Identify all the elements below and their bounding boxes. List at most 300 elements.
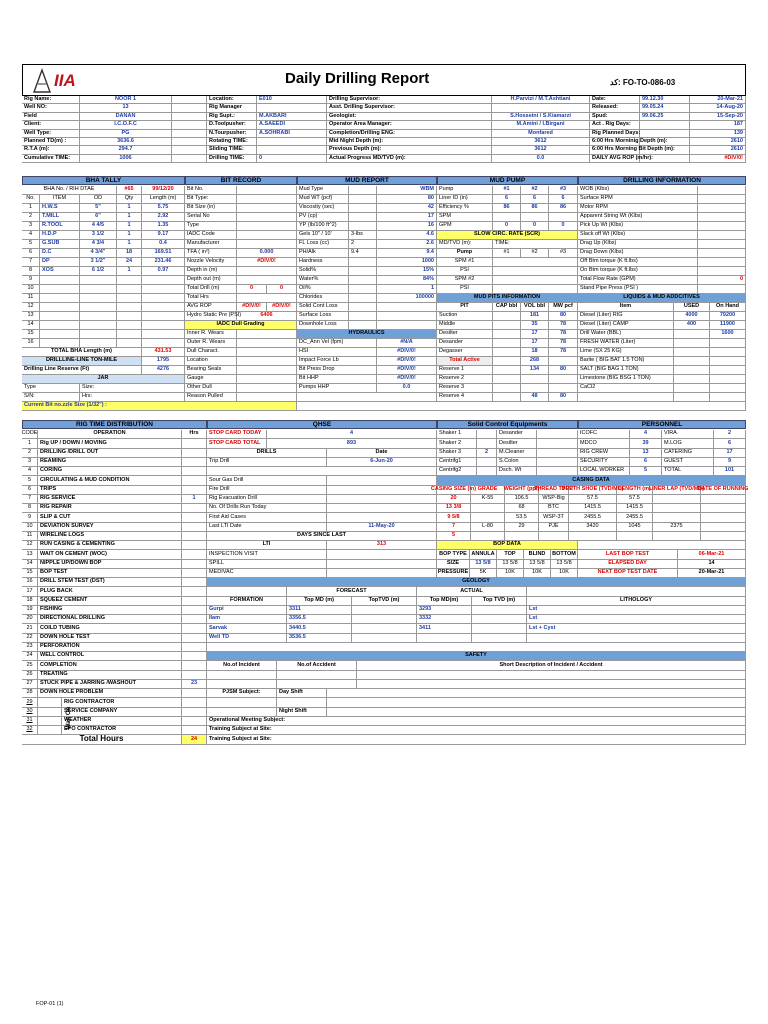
cell: PERFORATION [38,643,182,652]
cell [142,285,185,294]
cell [80,330,117,339]
cell: Training Subject at Site: [207,735,746,744]
bottom-row [22,689,746,698]
cell: 10K [497,569,524,578]
cell: 29 [22,698,38,707]
cell: ICOFC [578,430,630,439]
cell: LITHOLOGY [527,597,746,606]
cell [117,339,142,348]
bha-head: BHA No. / RIH DTAE [22,186,117,195]
cell [377,312,437,321]
cell: Downhole Loss [297,321,349,330]
cell: Gels 10" / 10' [297,231,349,240]
cell: 6 [22,486,38,495]
cell: 13 [630,449,662,458]
cell: #3 [549,249,578,258]
main-row [22,195,746,204]
cell: #DIV/0! [377,357,437,366]
cell: 2.92 [142,213,185,222]
cell [377,303,437,312]
main-row [22,357,746,366]
cell: 1 [117,222,142,231]
cell: EPO CONTRACTOR [62,726,182,735]
cell: MEDIVAC [207,569,327,578]
cell [117,294,142,303]
cell [80,321,117,330]
cell: 11-May-20 [327,523,437,532]
cell: TIME: [493,240,578,249]
cell: MD/TVD (m): [437,240,493,249]
cell: GUEST [662,458,714,467]
cell: 400 [674,321,710,330]
cell [182,661,207,670]
bha-item [40,330,80,339]
info-row [22,121,746,129]
cell [327,504,437,513]
cell: BOTTOM [551,550,578,559]
cell: 86 [493,204,521,213]
footer-code: FOP-01 (1) [36,1001,64,1007]
cell: 9.17 [142,231,185,240]
cell: SIZE [437,560,470,569]
cell: ELAPSED DAY [578,560,678,569]
cell: TFA ( in²) [185,249,237,258]
cell: 4276 [142,366,185,375]
info-label: Rotating TIME: [207,138,257,146]
cell: INSPECTION VISIT [207,550,327,559]
cell [182,643,207,652]
cell: K-55 [471,495,505,504]
cell: 14 [22,560,38,569]
bha-item: D.C [40,249,80,258]
cell [237,384,297,393]
info-value [640,155,690,163]
cell [80,294,117,303]
cell: 10 [22,285,40,294]
cell [117,276,142,285]
cell: DRILL STEM TEST (DST) [38,578,182,587]
cell: DOWN HOLE TEST [38,634,182,643]
cell [237,195,297,204]
cell: Off Btm torque (K ft.lbs) [578,258,698,267]
cell [569,532,617,541]
cell [472,606,527,615]
cell: #3 [549,186,578,195]
cell: 16 [377,222,437,231]
cell: #DIV/0! [377,348,437,357]
cell: SAFETY [207,652,746,661]
cell: Sour Gas Drill [207,476,327,485]
cell: 0.000 [237,249,297,258]
cell: 1000 [377,258,437,267]
cell: WEIGHT (ppf) [505,486,539,495]
cell: 3440.5 [287,624,352,633]
cell [701,532,746,541]
main-row [22,303,746,312]
cell: 16 [22,339,40,348]
info-value: NOOR 1 [80,96,172,104]
cell: #DIV/0! [267,303,297,312]
cell: Dull Charact. [185,348,237,357]
cell: 2 [477,449,497,458]
info-value: I.C.O.F.C [80,121,172,129]
section-title: PERSONNEL [578,420,746,429]
info-value: A.SOHRABI [257,130,327,138]
cell: CORING [38,467,182,476]
cell [80,303,117,312]
cell: 42 [377,204,437,213]
cell: Lime (SX 25 KG) [578,348,674,357]
cell: Date [327,449,437,458]
cell [142,303,185,312]
cell [349,204,377,213]
cell: #DIV/0! [377,366,437,375]
cell [142,321,185,330]
cell: Shaker 1 [437,430,477,439]
main-row [22,348,746,357]
cell: 28 [22,689,38,698]
cell: Hrs [182,430,207,439]
bha-item: H.D.P [40,231,80,240]
cell [471,513,505,522]
cell: 0 [493,222,521,231]
cell [537,467,578,476]
info-row [22,155,746,163]
cell: Outer R. Wears [185,339,237,348]
cell [237,204,297,213]
cell: STUCK PIPE & JARRING /WASHOUT [38,680,182,689]
cell: #N/A [377,339,437,348]
cell: 86 [549,204,578,213]
cell: 3332 [417,615,472,624]
info-label: Completion/Drilling ENG: [327,130,492,138]
info-row [22,146,746,154]
cell [297,393,437,402]
cell [521,375,549,384]
info-value [640,146,690,154]
cell [701,513,746,522]
cell: 23 [182,680,207,689]
cell: 80 [549,366,578,375]
cell: SLIP & CUT [38,513,182,522]
cell [493,276,578,285]
cell: OD [80,195,117,204]
cell: 3293 [417,606,472,615]
cell: TOP [497,550,524,559]
cell: 4 3/4 [80,240,117,249]
info-label: Spud: [590,113,640,121]
info-label: Released: [590,104,640,112]
bottom-row [22,587,746,596]
wait-on-label: Wait On [66,706,73,730]
info-value: 3636.6 [80,138,172,146]
cell [182,569,207,578]
cell [182,689,207,698]
cell: 57.5 [617,495,653,504]
cell: 5 [437,532,471,541]
cell [349,267,377,276]
cell: Dsch. Wt [497,467,537,476]
cell [493,339,521,348]
cell: Drilling Line Reserve (Ft) [22,366,142,375]
cell [477,467,497,476]
cell: 4.6 [377,231,437,240]
cell: Shaker 3 [437,449,477,458]
cell: Item [578,303,674,312]
cell: 268 [521,357,549,366]
section-title: BHA TALLY [22,176,185,185]
cell: 6 [630,458,662,467]
cell [710,366,746,375]
cell: 26 [22,671,38,680]
cell: 0 [521,222,549,231]
main-row [22,204,746,213]
cell [117,303,142,312]
info-label: Cumulative TIME: [22,155,80,163]
cell: TOTAL BHA Length (m) [22,348,142,357]
cell [701,495,746,504]
cell: 3 1/2 [80,231,117,240]
cell [207,587,287,596]
cell: No.of Incident [207,661,277,670]
cell: Mud Type [297,186,349,195]
cell [549,357,578,366]
cell: 84% [377,276,437,285]
cell [80,276,117,285]
info-label: Geologist: [327,113,492,121]
cell: Reserve 4 [437,393,493,402]
cell [207,698,277,707]
cell: Shaker 2 [437,439,477,448]
cell [182,624,207,633]
cell: S.Colon [497,458,537,467]
cell: 20 [437,495,471,504]
cell: CIRCULATING & MUD CONDITION [38,476,182,485]
cell: DEVIATION SURVEY [38,523,182,532]
bottom-row [22,513,746,522]
cell: PJE [539,523,569,532]
cell: 13 5/8 [497,560,524,569]
cell: Hydro Static Pre (PSI) [185,312,237,321]
cell: VOL bbl [521,303,549,312]
cell [674,330,710,339]
cell: CAP bbl [493,303,521,312]
cell [327,698,746,707]
cell: 13 5/8 [551,560,578,569]
cell [349,222,377,231]
cell: 3 [22,458,38,467]
info-value: M.AKBARI [257,113,327,121]
cell [674,348,710,357]
cell: 3356.5 [287,615,352,624]
cell: 1 [117,267,142,276]
cell [182,717,207,726]
cell: DATE OF RUNNING [701,486,746,495]
cell: 17 [377,213,437,222]
cell [172,146,207,154]
bha-item: XOS [40,267,80,276]
cell: WIRELINE LOGS [38,532,182,541]
cell: 1 [22,204,40,213]
cell [117,330,142,339]
bha-item [40,276,80,285]
cell: Training Subject at Site: [207,726,746,735]
cell: Qty [117,195,142,204]
cell [698,222,746,231]
cell [472,615,527,624]
cell: Pump [437,249,493,258]
cell [493,357,521,366]
info-label: Mid Night Depth (m): [327,138,492,146]
cell: PH/Alk [297,249,349,258]
cell: Desilter [437,330,493,339]
cell [182,698,207,707]
cell: Trip Drill [207,458,327,467]
main-row [22,222,746,231]
cell: 2.6 [377,240,437,249]
cell: SPILL [207,560,327,569]
bottom-row [22,735,746,744]
cell: 18 [521,348,549,357]
cell: Other Dull [185,384,237,393]
bottom-row [22,504,746,513]
bottom-row [22,560,746,569]
cell [493,258,578,267]
cell: 6 [549,195,578,204]
cell: 3536.5 [287,634,352,643]
cell: 1 [117,231,142,240]
cell: SALT (BIG BAG 1 TON) [578,366,674,375]
cell: 181 [521,312,549,321]
info-value: PG [80,130,172,138]
cell: Desander [437,339,493,348]
cell: #65 [117,186,142,195]
bottom-row [22,597,746,606]
info-label: Field [22,113,80,121]
cell: Centrifg2 [437,467,477,476]
cell [539,532,569,541]
info-value [640,138,690,146]
cell: 1 [117,213,142,222]
cell: 16 [22,578,38,587]
cell: On Btm torque (K ft.lbs) [578,267,698,276]
cell: 80 [549,312,578,321]
cell: M.LOG [662,439,714,448]
cell: Water% [297,276,349,285]
cell: 10K [551,569,578,578]
cell: MDCO [578,439,630,448]
cell: #2 [521,249,549,258]
bha-item [40,321,80,330]
cell [80,339,117,348]
bottom-row [22,680,746,689]
cell: Solid Cont Loss [297,303,349,312]
cell: ACTUAL [417,587,527,596]
info-row [22,130,746,138]
cell [493,375,521,384]
info-label: Sliding TIME: [207,146,257,154]
cell: TopTVD (m) [352,597,417,606]
cell [537,439,578,448]
cell [521,384,549,393]
cell: 11900 [710,321,746,330]
cell: STOP CARD TOTAL [207,439,267,448]
cell: 0 [267,285,297,294]
cell: BLIND [524,550,551,559]
cell: 9.4 [377,249,437,258]
cell: Serial No [185,213,237,222]
cell: Total Active [437,357,493,366]
cell: 4 [630,430,662,439]
cell: Efficiency % [437,204,493,213]
cell: Bearing Seals [185,366,237,375]
cell: Depth out (m) [185,276,237,285]
cell [674,339,710,348]
cell: 21 [22,624,38,633]
cell [653,504,701,513]
bottom-row [22,624,746,633]
cell: 13 [22,312,40,321]
cell [674,375,710,384]
cell: 4 [267,430,437,439]
cell [537,449,578,458]
cell: Impact Force Lb [297,357,377,366]
info-value: 2610 [690,146,746,154]
cell [172,104,207,112]
cell [237,393,297,402]
cell: Hrs: [80,393,185,402]
cell: LENGTH (m) [617,486,653,495]
cell: 3 [22,222,40,231]
cell: 6406 [237,312,297,321]
cell: 0 [237,285,267,294]
cell: 13 [22,550,38,559]
cell [327,689,746,698]
cell: Barite ( BIG BAT 1.5 TON) [578,357,674,366]
cell [172,130,207,138]
cell: 24 [22,652,38,661]
cell [349,258,377,267]
cell [493,348,521,357]
cell: 29 [505,523,539,532]
bottom-row [22,476,746,485]
section-bar-bottom [22,420,746,429]
cell: 5" [80,204,117,213]
cell [297,402,746,411]
cell: 5 [22,240,40,249]
cell: MW pcf [549,303,578,312]
cell: WBM [377,186,437,195]
cell: FORECAST [287,587,417,596]
cell: DEPTH SHOE (TVD/MD) [569,486,617,495]
cell: RIG CREW [578,449,630,458]
bottom-row [22,634,746,643]
cell: 0.0 [377,384,437,393]
main-row [22,384,746,393]
cell [327,486,437,495]
cell: 17 [521,330,549,339]
cell [472,624,527,633]
bottom-row [22,439,746,448]
cell: Limestone (BIG BSG 1 TON) [578,375,674,384]
cell [701,504,746,513]
cell: CATERING [662,449,714,458]
main-row [22,240,746,249]
info-label: Rig Supt.: [207,113,257,121]
cell [182,587,207,596]
bha-item: T.MILL [40,213,80,222]
cell: NIPPLE UP/DOWN BOP [38,560,182,569]
